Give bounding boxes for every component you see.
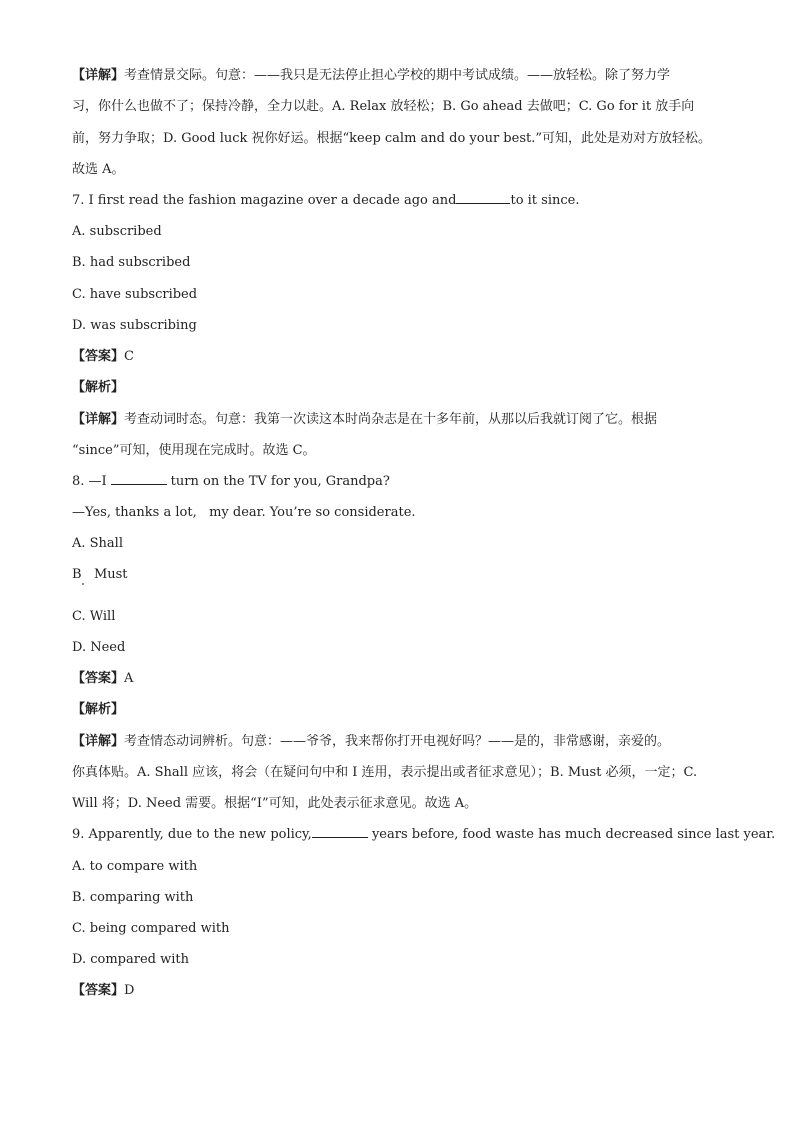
stray-dot bbox=[82, 583, 84, 585]
q6-detail-line-2: 习，你什么也做不了；保持冷静，全力以赴。A. Relax 放轻松；B. Go ahead 去做吧；C. Go for it 放手向 bbox=[72, 99, 695, 114]
q8-stem-before: 8. —I bbox=[72, 474, 107, 489]
q8-stem bbox=[72, 466, 722, 497]
q7-analysis bbox=[72, 372, 722, 403]
q8-detail-line-1 bbox=[72, 726, 722, 757]
q7-answer bbox=[72, 341, 722, 372]
q7-answer-value: C bbox=[124, 349, 134, 364]
q7-option-a: A. subscribed bbox=[72, 224, 162, 239]
q8-answer bbox=[72, 663, 722, 694]
q8-reply: —Yes, thanks a lot, my dear. You’re so considerate. bbox=[72, 505, 416, 520]
q6-detail-line-3: 前，努力争取；D. Good luck 祝你好运。根据“keep calm and do your best.”可知，此处是劝对方放轻松。 bbox=[72, 131, 711, 146]
q7-option-c: C. have subscribed bbox=[72, 287, 198, 302]
q8-detail-line-2: 你真体贴。A. Shall 应该，将会（在疑问句中和 I 连用，表示提出或者征求意见）；B. Must 必须，一定；C. bbox=[72, 765, 698, 780]
q9-answer-value: D bbox=[124, 983, 135, 998]
q6-detail-line-4: 故选 A。 bbox=[72, 162, 125, 177]
q9-stem-before: 9. Apparently, due to the new policy, bbox=[72, 827, 312, 842]
q9-stem bbox=[72, 819, 776, 850]
q6-detail-line-1 bbox=[72, 60, 722, 91]
q7-option-d: D. was subscribing bbox=[72, 318, 197, 333]
analysis-tag: 【解析】 bbox=[72, 380, 125, 395]
q8-detail-line-3: Will 将；D. Need 需要。根据“I”可知，此处表示征求意见。故选 A。 bbox=[72, 796, 478, 811]
q8-option-c: C. Will bbox=[72, 609, 116, 624]
q7-detail-text-1: 考查动词时态。句意：我第一次读这本时尚杂志是在十多年前，从那以后我就订阅了它。根据 bbox=[124, 412, 658, 427]
q7-stem bbox=[72, 185, 722, 216]
q9-stem-after: years before, food waste has much decreased since last year. bbox=[367, 827, 776, 842]
q9-option-d: D. compared with bbox=[72, 952, 189, 967]
q7-detail-line-1 bbox=[72, 404, 722, 435]
answer-tag: 【答案】 bbox=[72, 349, 125, 364]
q6-detail-text-1: 考查情景交际。句意：——我只是无法停止担心学校的期中考试成绩。——放轻松。除了努力学 bbox=[124, 68, 671, 83]
q7-stem-after: to it since. bbox=[510, 193, 580, 208]
q8-analysis bbox=[72, 694, 722, 725]
q9-option-b: B. comparing with bbox=[72, 890, 194, 905]
q8-detail-text-1: 考查情态动词辨析。句意：——爷爷，我来帮你打开电视好吗？——是的，非常感谢，亲爱的。 bbox=[124, 734, 671, 749]
q7-option-b: B. had subscribed bbox=[72, 255, 191, 270]
detail-tag: 【详解】 bbox=[72, 734, 125, 749]
q8-option-b: B Must bbox=[72, 567, 128, 582]
q8-option-d: D. Need bbox=[72, 640, 126, 655]
detail-tag: 【详解】 bbox=[72, 412, 125, 427]
q8-answer-value: A bbox=[124, 671, 134, 686]
q7-stem-before: 7. I first read the fashion magazine over a decade ago and bbox=[72, 193, 457, 208]
q7-blank bbox=[456, 191, 510, 204]
q8-blank bbox=[111, 472, 167, 485]
q9-blank bbox=[312, 825, 368, 838]
q8-stem-after: turn on the TV for you, Grandpa? bbox=[170, 474, 390, 489]
analysis-tag: 【解析】 bbox=[72, 702, 125, 717]
q9-option-c: C. being compared with bbox=[72, 921, 230, 936]
q9-option-a: A. to compare with bbox=[72, 859, 198, 874]
q8-option-a: A. Shall bbox=[72, 536, 123, 551]
q9-answer bbox=[72, 975, 722, 1006]
answer-tag: 【答案】 bbox=[72, 671, 125, 686]
answer-tag: 【答案】 bbox=[72, 983, 125, 998]
q7-detail-line-2: “since”可知，使用现在完成时。故选 C。 bbox=[72, 443, 316, 458]
detail-tag: 【详解】 bbox=[72, 68, 125, 83]
